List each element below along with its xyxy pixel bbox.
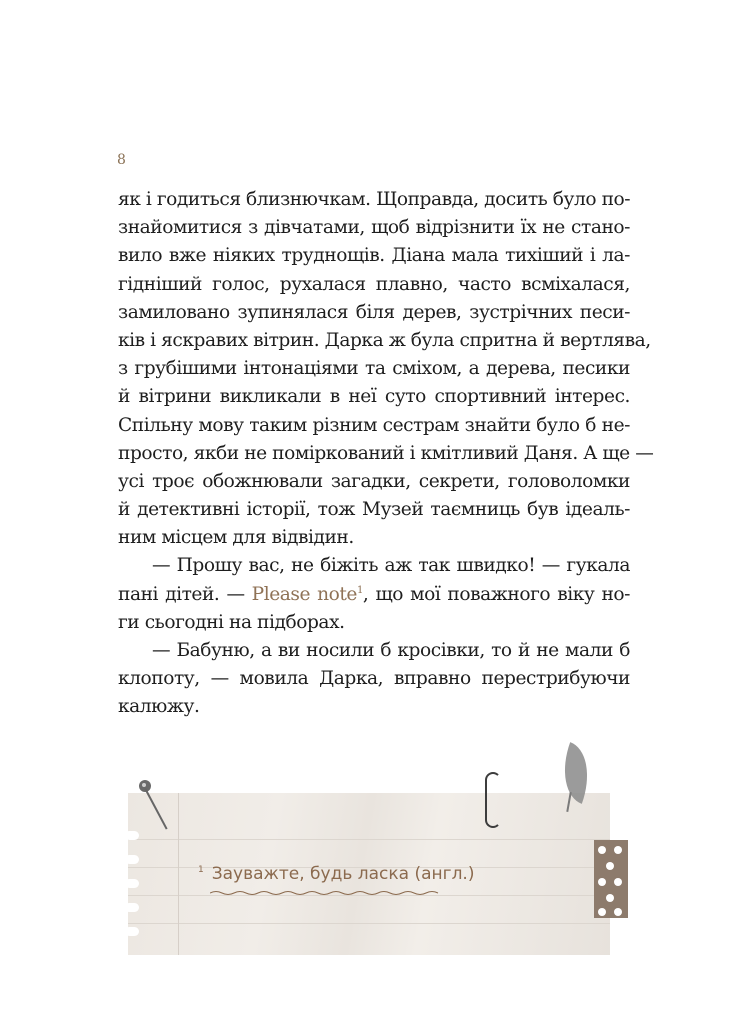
footnote-reference-text: Please note (251, 583, 357, 605)
text-line: Спільну мову таким різним сестрам знайти було б не- (118, 414, 630, 436)
torn-hole (125, 879, 139, 888)
footnote-marker[interactable]: 1 (356, 584, 363, 596)
text-line: знайомитися з дівчатами, щоб відрізнити їх не стано- (118, 217, 630, 239)
footnote-number: 1 (198, 865, 204, 876)
text-line: вило вже ніяких труднощів. Діана мала тихіший і ла- (118, 245, 630, 267)
text-line: як і годиться близнючкам. Щоправда, досить було по- (118, 189, 631, 210)
dialogue-text: пані дітей. — (118, 583, 252, 605)
text-line: гідніший голос, рухалася плавно, часто всміхалася, (118, 273, 630, 295)
text-line: просто, якби не поміркований і кмітливий Даня. А ще — (118, 442, 654, 464)
dialogue-line: — Прошу вас, не біжіть аж так швидко! — гукала (152, 555, 630, 577)
torn-hole (125, 831, 139, 840)
squiggle-underline-icon (210, 890, 442, 896)
text-line: й вітрини викликали в неї суто спортивний інтерес. (118, 386, 630, 408)
dialogue-line: — Бабуню, а ви носили б кросівки, то й не мали б (152, 640, 630, 661)
dialogue-line (118, 581, 630, 609)
dialogue-line: ги сьогодні на підборах. (118, 611, 345, 633)
footnote (198, 864, 474, 884)
paper-rule (128, 923, 610, 924)
text-line: ків і яскравих вітрин. Дарка ж була спритна й вертлява, (118, 329, 651, 351)
text-line: з грубішими інтонаціями та сміхом, а дерева, песики (118, 358, 630, 380)
paper-rule (128, 839, 610, 840)
dialogue-line: калюжу. (118, 696, 200, 718)
page-number: 8 (117, 152, 126, 168)
paperclip-icon (485, 772, 501, 828)
footnote-text: Зауважте, будь ласка (англ.) (211, 864, 475, 884)
torn-hole (125, 927, 139, 936)
torn-hole (125, 855, 139, 864)
paper-margin-line (178, 793, 179, 955)
text-line: й детективні історії, тож Музей таємниць був ідеаль- (118, 499, 630, 521)
body-text (118, 186, 654, 722)
dialogue-line: клопоту, — мовила Дарка, вправно перестрибуючи (118, 668, 630, 690)
text-line: ним місцем для відвідин. (118, 527, 354, 549)
text-line: замиловано зупинялася біля дерев, зустрічних песи- (118, 301, 630, 323)
torn-hole (125, 903, 139, 912)
text-line: усі троє обожнювали загадки, секрети, головоломки (118, 470, 630, 492)
polka-dot-tape-icon (594, 840, 628, 918)
dialogue-text: , що мої поважного віку но- (362, 583, 630, 605)
